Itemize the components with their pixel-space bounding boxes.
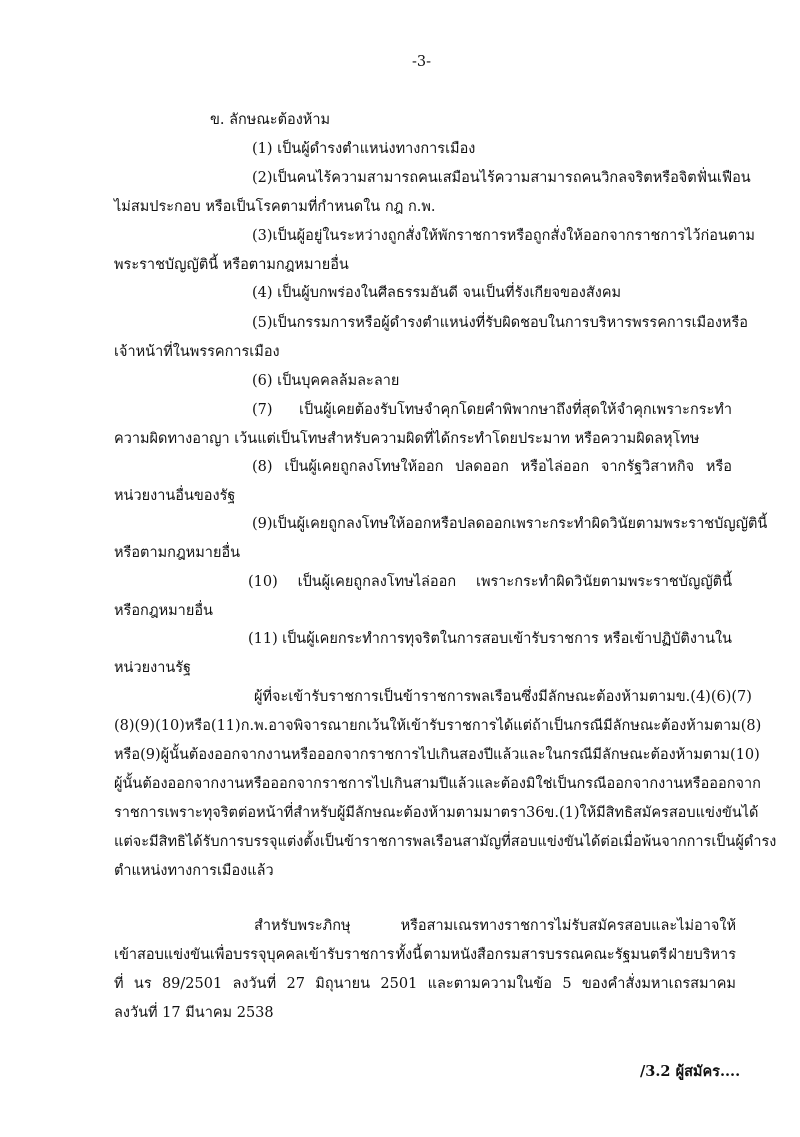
item-5-line-2: เจ้าหน้าที่ในพรรคการเมือง xyxy=(114,344,280,360)
item-10-line-2: หรือกฎหมายอื่น xyxy=(114,603,213,619)
exemption-line-3: หรือ (9) ผู้นั้นต้องออกจากงานหรือออกจากราชการไปเกินสองปีแล้ว และในกรณีมีลักษณะต้องห้ามตาม (10) xyxy=(114,747,760,763)
item-9-line-1: (9) เป็นผู้เคยถูกลงโทษให้ออกหรือปลดออก เพราะกระทำผิดวินัยตามพระราชบัญญัตินี้ xyxy=(252,516,768,532)
item-8-line-2: หน่วยงานอื่นของรัฐ xyxy=(114,488,236,504)
item-3-line-2: พระราชบัญญัตินี้ หรือตามกฎหมายอื่น xyxy=(114,257,349,273)
item-11-line-1: (11) เป็นผู้เคยกระทำการทุจริตในการสอบเข้ารับราชการ หรือเข้าปฏิบัติงานใน xyxy=(248,631,732,647)
exemption-line-1: ผู้ที่จะเข้ารับราชการเป็นข้าราชการพลเรือนซึ่งมีลักษณะต้องห้ามตาม ข.(4) (6) (7) xyxy=(254,689,752,705)
section-heading: ข. ลักษณะต้องห้าม xyxy=(210,112,331,128)
item-1-line-1: (1) เป็นผู้ดำรงตำแหน่งทางการเมือง xyxy=(252,141,476,157)
exemption-line-7: ตำแหน่งทางการเมืองแล้ว xyxy=(114,863,274,879)
continuation-marker: /3.2 ผู้สมัคร.... xyxy=(640,1063,741,1080)
item-9-line-2: หรือตามกฎหมายอื่น xyxy=(114,545,241,561)
item-11-line-2: หน่วยงานรัฐ xyxy=(114,660,192,676)
monks-line-2: เข้าสอบแข่งขันเพื่อบรรจุบุคคลเข้ารับราชการ ทั้งนี้ ตามหนังสือกรมสารบรรณคณะรัฐมนตรี ฝ่ายบริหาร xyxy=(114,947,736,963)
page-number: -3- xyxy=(412,54,432,70)
item-3-line-1: (3) เป็นผู้อยู่ในระหว่างถูกสั่งให้พักราชการ หรือถูกสั่งให้ออกจากราชการไว้ก่อนตาม xyxy=(252,228,755,244)
item-7-line-1: (7) เป็นผู้เคยต้องรับโทษจำคุกโดยคำพิพากษาถึงที่สุดให้จำคุกเพราะกระทำ xyxy=(252,402,732,418)
item-5-line-1: (5) เป็นกรรมการหรือผู้ดำรงตำแหน่งที่รับผิดชอบในการบริหารพรรคการเมือง หรือ xyxy=(252,315,748,331)
exemption-line-2: (8) (9) (10) หรือ (11) ก.พ.อาจพิจารณายกเว้นให้เข้ารับราชการได้ แต่ถ้าเป็นกรณีมีลักษณะต้องห้ามตาม (8) xyxy=(114,718,762,734)
item-2-line-1: (2) เป็นคนไร้ความสามารถ คนเสมือนไร้ความสามารถ คนวิกลจริตหรือจิตฟั่นเฟือน xyxy=(252,170,751,186)
item-2-line-2: ไม่สมประกอบ หรือเป็นโรคตามที่กำหนดใน กฎ ก.พ. xyxy=(114,199,436,215)
item-4-line-1: (4) เป็นผู้บกพร่องในศีลธรรมอันดี จนเป็นที่รังเกียจของสังคม xyxy=(252,285,622,301)
exemption-line-4: ผู้นั้นต้องออกจากงานหรือออกจากราชการไปเกินสามปีแล้ว และต้องมิใช่เป็นกรณีออกจากงานหรือออกจาก xyxy=(114,776,761,792)
item-6-line-1: (6) เป็นบุคคลล้มละลาย xyxy=(252,373,400,389)
monks-line-1: สำหรับพระภิกษุ หรือสามเณรทางราชการไม่รับสมัครสอบและไม่อาจให้ xyxy=(254,918,736,934)
exemption-line-5: ราชการเพราะทุจริตต่อหน้าที่ สำหรับผู้มีลักษณะต้องห้ามตามมาตรา 36 ข.(1) ให้มีสิทธิสมัครสอบแข่งขันได้ xyxy=(114,805,759,821)
item-10-line-1: (10) เป็นผู้เคยถูกลงโทษไล่ออก เพราะกระทำผิดวินัยตามพระราชบัญญัตินี้ xyxy=(248,574,732,590)
item-8-line-1: (8) เป็นผู้เคยถูกลงโทษให้ออก ปลดออก หรือไล่ออก จากรัฐวิสาหกิจ หรือ xyxy=(252,459,732,475)
monks-line-3: ที่ นร 89/2501 ลงวันที่ 27 มิถุนายน 2501 และตามความในข้อ 5 ของคำสั่งมหาเถรสมาคม xyxy=(114,976,736,992)
item-7-line-2: ความผิดทางอาญา เว้นแต่เป็นโทษสำหรับความผิดที่ได้กระทำโดยประมาท หรือความผิดลหุโทษ xyxy=(114,431,700,447)
exemption-line-6: แต่จะมีสิทธิได้รับการบรรจุแต่งตั้งเป็นข้าราชการพลเรือนสามัญที่สอบแข่งขันได้ต่อเมื่อพ้นจากการเป็นผู้ดำรง xyxy=(114,834,777,850)
monks-line-4: ลงวันที่ 17 มีนาคม 2538 xyxy=(114,1005,274,1021)
